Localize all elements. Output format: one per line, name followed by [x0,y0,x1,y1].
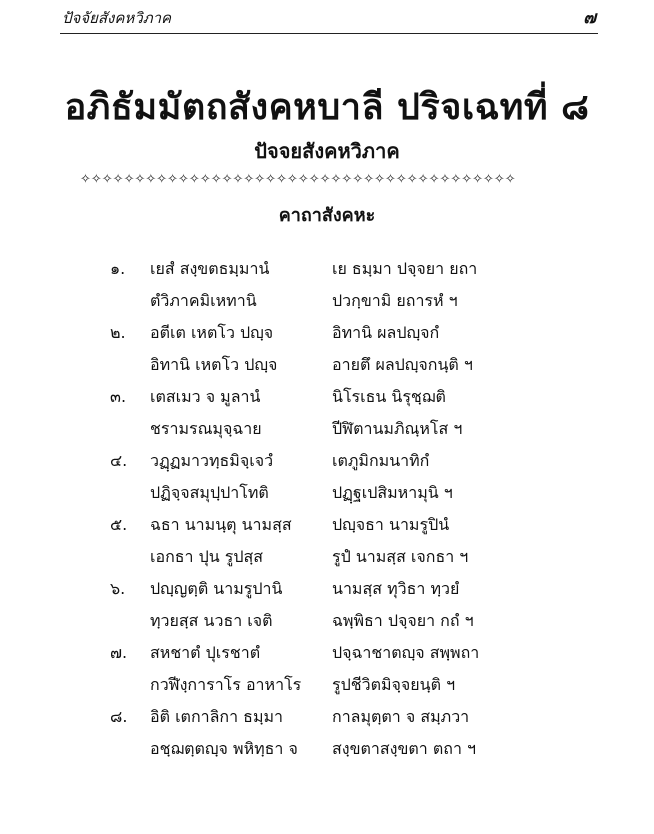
running-head: ปัจจัยสังคหวิภาค [62,9,172,27]
verse-line [0,353,654,385]
verse-line [0,641,654,673]
verse-line [0,673,654,705]
verse-first-half: เอกธา ปุน รูปสฺส [150,547,264,566]
verse-line [0,577,654,609]
verse-second-half: เตภูมิกมนาทิกํ [332,451,430,470]
verse-line [0,449,654,481]
verse-second-half: สงฺขตาสงฺขตา ตถา ฯ [332,739,476,758]
verse-second-half: ปวกฺขามิ ยถารหํ ฯ [332,291,458,310]
verse-first-half: เยสํ สงฺขตธมฺมานํ [150,259,270,278]
verse-first-half: ชรามรณมุจฺฉาย [150,419,262,438]
verse-line [0,289,654,321]
verse-first-half: ตํวิภาคมิเหทานิ [150,291,257,310]
verse-line [0,417,654,449]
verse-first-half: สหชาตํ ปุเรชาตํ [150,643,261,662]
verse-line [0,545,654,577]
verse-line [0,481,654,513]
verse-first-half: ทฺวยสฺส นวธา เจติ [150,611,273,630]
verse-second-half: รูปชีวิตมิจฺจยนฺติ ฯ [332,675,456,694]
verse-second-half: อายตึ ผลปญฺจกนฺติ ฯ [332,355,473,374]
verse-second-half: ปจฺฉาชาตญฺจ สพฺพถา [332,643,480,662]
verse-second-half: นิโรเธน นิรุชฺฌติ [332,387,446,406]
verse-second-half: อิทานิ ผลปญฺจกํ [332,323,440,342]
verse-line [0,257,654,289]
verse-first-half: อตีเต เหตโว ปญฺจ [150,323,274,342]
verse-number: ๑. [110,259,126,278]
verse-number: ๒. [110,323,126,342]
chapter-subtitle: ปัจจยสังคหวิภาค [254,139,400,163]
verse-first-half: วฏฺฏมาวทฺธมิจฺเจวํ [150,451,274,470]
page-number: ๗ [583,8,596,28]
verse-line [0,737,654,769]
verse-line [0,705,654,737]
verse-number: ๕. [110,515,128,534]
verse-second-half: ปีฬิตานมภิณฺหโส ฯ [332,419,463,438]
verse-number: ๗. [110,643,128,662]
verse-second-half: กาลมุตฺตา จ สมฺภวา [332,707,470,726]
verse-first-half: อิทานิ เหตโว ปญฺจ [150,355,278,374]
verse-second-half: ฉพฺพิธา ปจฺจยา กถํ ฯ [332,611,474,630]
verse-number: ๓. [110,387,127,406]
section-heading: คาถาสังคหะ [278,205,376,226]
verse-first-half: กวฬีงฺการาโร อาหาโร [150,675,302,694]
verse-number: ๘. [110,707,128,726]
verse-number: ๖. [110,579,126,598]
verse-number: ๔. [110,451,128,470]
verse-line [0,385,654,417]
verse-second-half: ปญฺจธา นามรูปินํ [332,515,450,534]
verse-second-half: เย ธมฺมา ปจฺจยา ยถา [332,259,478,278]
ornament-divider: ✧✧✧✧✧✧✧✧✧✧✧✧✧✧✧✧✧✧✧✧✧✧✧✧✧✧✧✧✧✧✧✧✧✧✧✧✧✧✧✧ [80,172,516,187]
verse-second-half: นามสฺส ทุวิธา ทฺวยํ [332,579,460,598]
header-rule [60,33,598,34]
verse-line [0,321,654,353]
verse-first-half: อชฺฌตฺตญฺจ พหิทฺธา จ [150,739,298,758]
verse-first-half: ปฏิจฺจสมุปฺปาโทติ [150,483,269,502]
verse-first-half: เตสเมว จ มูลานํ [150,387,261,406]
verse-first-half: ฉธา นามนฺตุ นามสฺส [150,515,292,534]
verse-second-half: รูปํ นามสฺส เจกธา ฯ [332,547,469,566]
verse-first-half: อิติ เตกาลิกา ธมฺมา [150,707,284,726]
verse-line [0,513,654,545]
verse-list [0,257,654,769]
verse-first-half: ปญฺญตฺติ นามรูปานิ [150,579,283,598]
chapter-title: อภิธัมมัตถสังคหบาลี ปริจเฉทที่ ๘ [64,87,590,128]
verse-second-half: ปฏฺฐเปสิมหามุนิ ฯ [332,483,453,502]
verse-line [0,609,654,641]
